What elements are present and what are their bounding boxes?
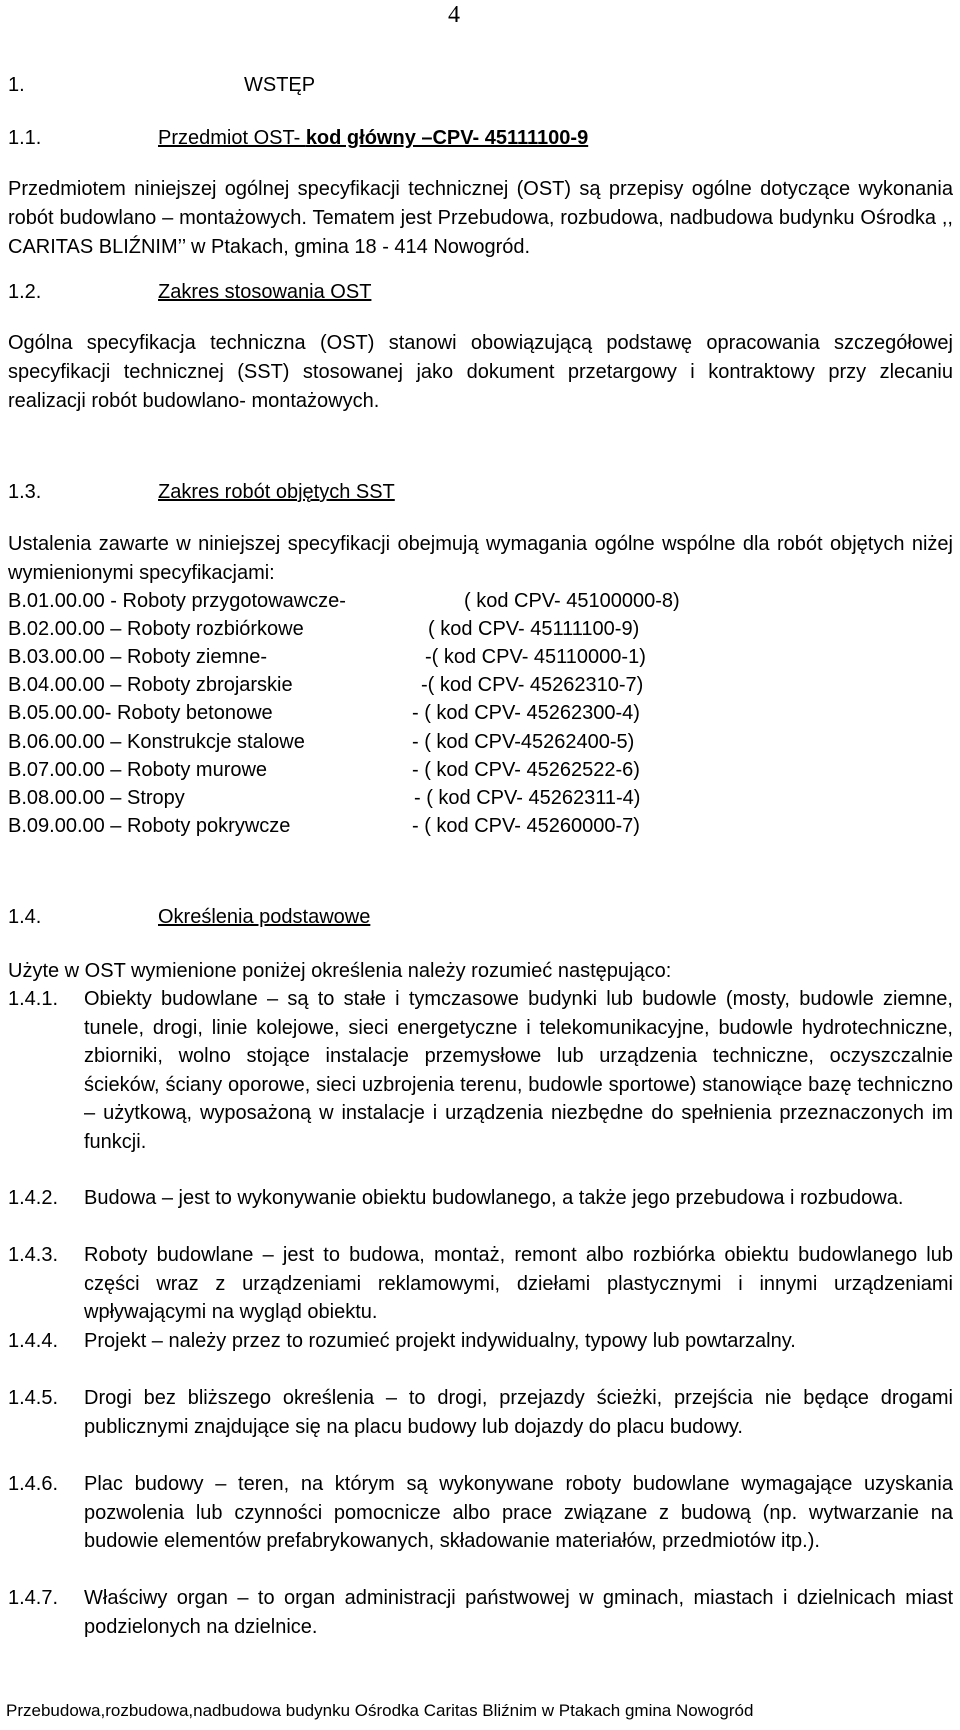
definition-item	[8, 1384, 953, 1441]
definition-text: Roboty budowlane – jest to budowa, montaż, remont albo rozbiórka obiektu budowlanego lub części wraz z urządzeniami reklamowymi, dziełami plastycznymi i innymi urządzeniami wpływającymi na wygląd obiektu.	[84, 1244, 953, 1323]
definition-number: 1.4.5.	[8, 1387, 59, 1409]
list-item-code: B.09.00.00 – Roboty pokrywcze	[8, 815, 291, 837]
definition-text: Projekt – należy przez to rozumieć projekt indywidualny, typowy lub powtarzalny.	[84, 1330, 796, 1352]
definition-text: Właściwy organ – to organ administracji państwowej w gminach, miastach i dzielnicach miast podzielonych na dzielnice.	[84, 1587, 953, 1638]
definition-item	[8, 985, 953, 1156]
list-item-cpv: ( kod CPV- 45111100-9)	[428, 618, 640, 640]
paragraph-1-2: Ogólna specyfikacja techniczna (OST) stanowi obowiązującą podstawę opracowania szczegółowej specyfikacji technicznej (SST) stosowanej jako dokument przetargowy i kontraktowy przy zlecaniu realizacji robót budowlano- montażowych.	[8, 332, 953, 412]
heading-1-1-title	[158, 126, 588, 150]
heading-1-1-number: 1.1.	[8, 127, 42, 149]
heading-1-1-title-plain: Przedmiot OST-	[158, 127, 306, 149]
list-item	[8, 699, 768, 727]
list-item-cpv: -( kod CPV- 45262310-7)	[421, 674, 644, 696]
heading-1-number: 1.	[8, 74, 25, 96]
definition-item	[8, 1470, 953, 1556]
list-item-code: B.04.00.00 – Roboty zbrojarskie	[8, 674, 293, 696]
heading-1-3-number: 1.3.	[8, 481, 42, 503]
list-item	[8, 784, 768, 812]
list-item	[8, 615, 768, 643]
definition-number: 1.4.4.	[8, 1330, 59, 1352]
heading-1-2-number: 1.2.	[8, 281, 42, 303]
list-item-cpv: - ( kod CPV-45262400-5)	[412, 731, 635, 753]
heading-1-3-title: Zakres robót objętych SST	[158, 481, 395, 503]
list-item-cpv: - ( kod CPV- 45262311-4)	[414, 787, 641, 809]
definition-text: Budowa – jest to wykonywanie obiektu budowlanego, a także jego przebudowa i rozbudowa.	[84, 1187, 904, 1209]
list-item	[8, 643, 768, 671]
definition-number: 1.4.2.	[8, 1187, 59, 1209]
list-item-code: B.01.00.00 - Roboty przygotowawcze-	[8, 590, 346, 612]
list-item	[8, 756, 768, 784]
definition-text: Obiekty budowlane – są to stałe i tymczasowe budynki lub budowle (mosty, budowle ziemne, tunele, drogi, linie kolejowe, sieci energetyczne i telekomunikacyjne, budowle hydrotechniczne, zbiorniki, wolno stojące instalacje przemysłowe lub urządzenia techniczne, oczyszczalnie ścieków, ściany oporowe, sieci uzbrojenia terenu, budowle sportowe) stanowiące bazę techniczno – użytkową, wyposażoną w instalacje i urządzenia niezbędne do spełnienia przeznaczonych im funkcji.	[84, 988, 953, 1153]
definition-text: Plac budowy – teren, na którym są wykonywane roboty budowlane wymagające uzyskania pozwolenia lub czynności pomocnicze albo prace związane z budową (np. wytwarzanie na budowie elementów prefabrykowanych, składowanie materiałów, przedmiotów itp.).	[84, 1473, 953, 1552]
list-item	[8, 587, 768, 615]
definition-item	[8, 1241, 953, 1327]
definition-number: 1.4.7.	[8, 1587, 59, 1609]
list-item-code: B.05.00.00- Roboty betonowe	[8, 702, 273, 724]
list-item-code: B.03.00.00 – Roboty ziemne-	[8, 646, 268, 668]
list-item-code: B.06.00.00 – Konstrukcje stalowe	[8, 731, 305, 753]
list-item-cpv: ( kod CPV- 45100000-8)	[464, 590, 680, 612]
definition-item	[8, 1184, 953, 1213]
list-item-code: B.07.00.00 – Roboty murowe	[8, 759, 268, 781]
paragraph-1-1: Przedmiotem niniejszej ogólnej specyfikacji technicznej (OST) są przepisy ogólne dotyczące wykonania robót budowlano – montażowych. Tematem jest Przebudowa, rozbudowa, nadbudowa budynku Ośrodka ,, CARITAS BLIŹNIM’’ w Ptakach, gmina 18 - 414 Nowogród.	[8, 178, 953, 258]
definition-number: 1.4.3.	[8, 1244, 59, 1266]
definitions-intro: Użyte w OST wymienione poniżej określenia należy rozumieć następująco:	[8, 960, 672, 982]
list-item	[8, 671, 768, 699]
list-item-cpv: - ( kod CPV- 45262300-4)	[412, 702, 640, 724]
heading-1-2-title: Zakres stosowania OST	[158, 281, 372, 303]
list-item-code: B.08.00.00 – Stropy	[8, 787, 185, 809]
list-item-code: B.02.00.00 – Roboty rozbiórkowe	[8, 618, 304, 640]
page-number: 4	[448, 2, 460, 28]
list-item	[8, 728, 768, 756]
definition-item	[8, 1584, 953, 1641]
heading-1-4-title: Określenia podstawowe	[158, 906, 371, 928]
definition-item	[8, 1327, 953, 1356]
definition-number: 1.4.6.	[8, 1473, 59, 1495]
page-footer: Przebudowa,rozbudowa,nadbudowa budynku Ośrodka Caritas Bliźnim w Ptakach gmina Nowogród	[6, 1701, 754, 1720]
heading-1-1-title-bold: kod główny –CPV- 45111100-9	[305, 127, 589, 149]
list-item-cpv: - ( kod CPV- 45260000-7)	[412, 815, 640, 837]
definition-text: Drogi bez bliższego określenia – to drogi, przejazdy ścieżki, przejścia nie będące drogami publicznymi znajdujące się na placu budowy lub dojazdy do placu budowy.	[84, 1387, 953, 1438]
definition-number: 1.4.1.	[8, 988, 59, 1010]
heading-1-title: WSTĘP	[244, 74, 316, 96]
list-item-cpv: - ( kod CPV- 45262522-6)	[412, 759, 640, 781]
list-item-cpv: -( kod CPV- 45110000-1)	[425, 646, 646, 668]
list-item	[8, 812, 768, 840]
paragraph-1-3: Ustalenia zawarte w niniejszej specyfikacji obejmują wymagania ogólne wspólne dla robót objętych niżej wymienionymi specyfikacjami:	[8, 533, 953, 584]
heading-1-4-number: 1.4.	[8, 906, 42, 928]
